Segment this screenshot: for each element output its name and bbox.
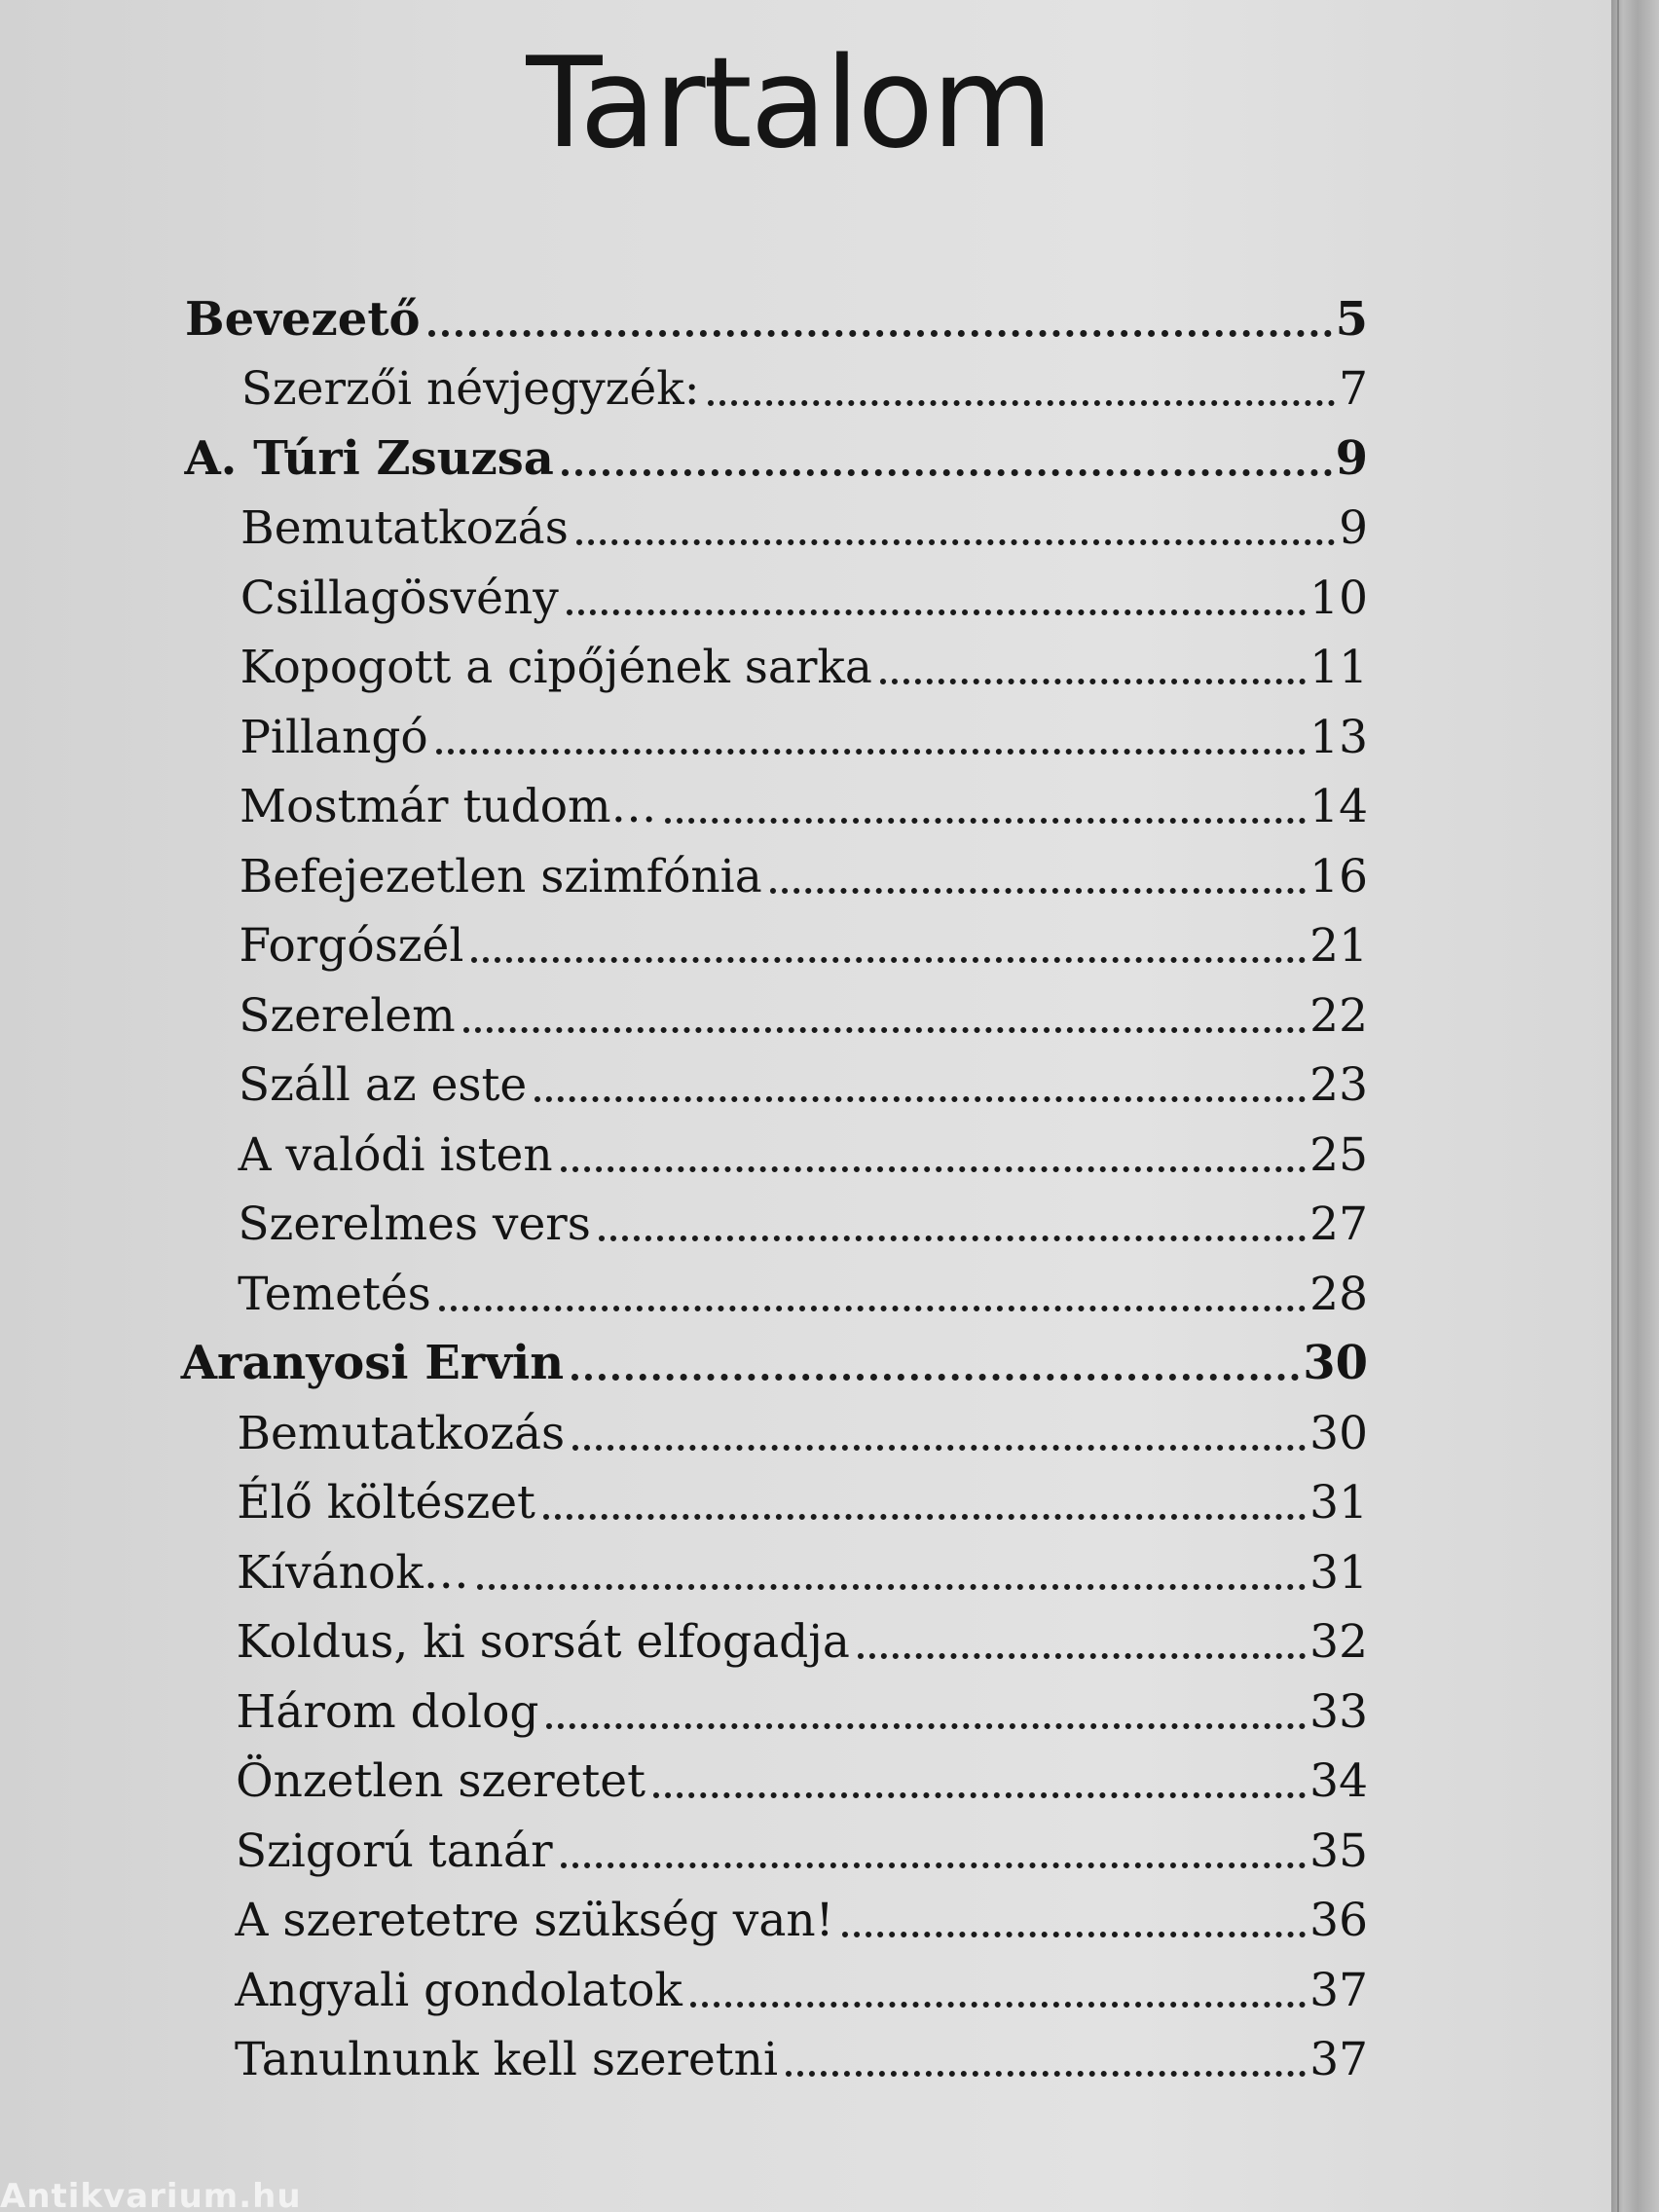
dot-leader xyxy=(690,2002,1306,2008)
toc-entry-title: Mostmár tudom… xyxy=(240,780,657,834)
toc-entry-page-number: 28 xyxy=(1309,1267,1368,1321)
toc-entry-title: Befejezetlen szimfónia xyxy=(239,849,762,903)
toc-entry-page-number: 16 xyxy=(1309,849,1368,903)
watermark-text: Antikvarium.hu xyxy=(0,2177,302,2212)
dot-leader xyxy=(653,1792,1306,1798)
toc-entry-title: A. Túri Zsuzsa xyxy=(184,430,554,486)
toc-entry-page-number: 31 xyxy=(1309,1476,1368,1530)
dot-leader xyxy=(842,1932,1307,1937)
toc-entry xyxy=(237,1606,1368,1669)
toc-entry xyxy=(235,1955,1368,2017)
dot-leader xyxy=(858,1653,1306,1659)
toc-entry xyxy=(185,284,1368,347)
toc-entry-title: Szerzői névjegyzék: xyxy=(240,362,700,417)
toc-entry-title: Bemutatkozás xyxy=(237,1406,566,1460)
toc-entry-page-number: 30 xyxy=(1303,1336,1368,1391)
toc-entry-page-number: 30 xyxy=(1309,1406,1368,1460)
toc-entry-page-number: 27 xyxy=(1309,1198,1368,1252)
toc-entry-page-number: 5 xyxy=(1335,292,1368,347)
dot-leader xyxy=(561,1166,1307,1172)
toc-entry-title: Szerelmes vers xyxy=(238,1198,591,1252)
toc-entry-page-number: 34 xyxy=(1309,1754,1368,1809)
dot-leader xyxy=(880,679,1306,684)
toc-entry xyxy=(240,771,1368,833)
toc-entry xyxy=(184,424,1368,486)
page-edge xyxy=(1611,0,1659,2212)
dot-leader xyxy=(436,749,1306,755)
toc-entry xyxy=(240,841,1368,903)
toc-entry xyxy=(238,1189,1368,1251)
toc-entry xyxy=(235,2024,1368,2086)
toc-entry-title: Három dolog xyxy=(236,1684,539,1739)
dot-leader xyxy=(567,609,1306,615)
toc-entry-page-number: 9 xyxy=(1339,501,1368,556)
toc-entry-page-number: 7 xyxy=(1339,362,1368,417)
toc-entry xyxy=(238,1259,1368,1321)
toc-entry-title: Szerelem xyxy=(239,988,456,1043)
dot-leader xyxy=(562,469,1332,476)
toc-entry-page-number: 10 xyxy=(1309,571,1368,625)
toc-entry-page-number: 35 xyxy=(1309,1824,1368,1878)
dot-leader xyxy=(477,1584,1306,1590)
dot-leader xyxy=(708,400,1336,406)
toc-entry-title: Élő költészet xyxy=(237,1476,535,1530)
toc-entry xyxy=(239,910,1368,973)
toc-entry xyxy=(181,1328,1368,1390)
toc-entry-page-number: 13 xyxy=(1309,710,1368,764)
dot-leader xyxy=(471,957,1306,963)
toc-entry-title: Önzetlen szeretet xyxy=(236,1754,645,1809)
toc-entry-page-number: 33 xyxy=(1309,1684,1368,1739)
toc-entry-page-number: 36 xyxy=(1309,1894,1368,1948)
toc-entry-page-number: 14 xyxy=(1309,780,1368,834)
dot-leader xyxy=(572,1445,1306,1451)
toc-entry-title: Aranyosi Ervin xyxy=(180,1336,565,1391)
toc-entry-page-number: 11 xyxy=(1309,641,1368,695)
dot-leader xyxy=(543,1514,1306,1520)
toc-entry xyxy=(236,1746,1368,1808)
toc-entry-page-number: 22 xyxy=(1309,988,1368,1043)
dot-leader xyxy=(535,1096,1306,1102)
toc-entry-title: Bemutatkozás xyxy=(240,501,569,556)
toc-entry xyxy=(236,1885,1368,1947)
toc-entry-title: A szeretetre szükség van! xyxy=(235,1894,834,1948)
toc-entry-title: Kívánok… xyxy=(236,1545,469,1600)
toc-entry xyxy=(239,1050,1368,1112)
toc-entry-page-number: 23 xyxy=(1309,1058,1368,1113)
toc-entry xyxy=(240,563,1368,625)
toc-entry xyxy=(240,632,1368,694)
dot-leader xyxy=(571,1374,1299,1381)
dot-leader xyxy=(463,1027,1307,1033)
dot-leader xyxy=(665,818,1307,824)
dot-leader xyxy=(561,1862,1307,1868)
toc-entry-page-number: 25 xyxy=(1309,1127,1368,1182)
toc-entry-title: Temetés xyxy=(238,1267,431,1321)
toc-entry xyxy=(237,1467,1368,1530)
toc-entry xyxy=(240,493,1368,555)
toc-entry-title: Angyali gondolatok xyxy=(235,1963,682,2017)
toc-entry-page-number: 32 xyxy=(1309,1615,1368,1670)
dot-leader xyxy=(439,1306,1306,1311)
toc-entry-page-number: 37 xyxy=(1309,1963,1368,2017)
toc-entry-title: Tanulnunk kell szeretni xyxy=(235,2033,778,2087)
dot-leader xyxy=(786,2071,1306,2077)
toc-entry xyxy=(241,353,1368,416)
toc-entry xyxy=(238,1398,1368,1460)
toc-entry-title: Pillangó xyxy=(240,710,428,764)
toc-entry-page-number: 9 xyxy=(1335,430,1368,486)
toc-entry-page-number: 21 xyxy=(1309,919,1368,974)
toc-entry-title: Kopogott a cipőjének sarka xyxy=(240,641,872,695)
toc-entry-title: Csillagösvény xyxy=(240,571,559,625)
page-title: Tartalom xyxy=(526,31,1051,176)
toc-entry-title: Forgószél xyxy=(239,919,464,974)
dot-leader xyxy=(428,330,1332,337)
toc-entry xyxy=(239,980,1368,1043)
dot-leader xyxy=(546,1723,1306,1729)
dot-leader xyxy=(599,1235,1306,1241)
dot-leader xyxy=(770,888,1306,894)
toc-entry-title: A valódi isten xyxy=(238,1127,553,1182)
toc-entry-title: Bevezető xyxy=(185,292,421,347)
toc-entry-title: Koldus, ki sorsát elfogadja xyxy=(236,1615,850,1670)
toc-entry-title: Száll az este xyxy=(238,1058,528,1113)
toc-entry xyxy=(236,1816,1368,1878)
toc-entry xyxy=(236,1677,1368,1739)
toc-entry xyxy=(237,1537,1368,1600)
toc-entry-page-number: 31 xyxy=(1309,1545,1368,1600)
toc-entry-page-number: 37 xyxy=(1309,2033,1368,2087)
dot-leader xyxy=(576,539,1335,545)
toc-entry xyxy=(240,702,1368,764)
toc-entry-title: Szigorú tanár xyxy=(235,1824,553,1878)
toc-entry xyxy=(239,1120,1368,1182)
